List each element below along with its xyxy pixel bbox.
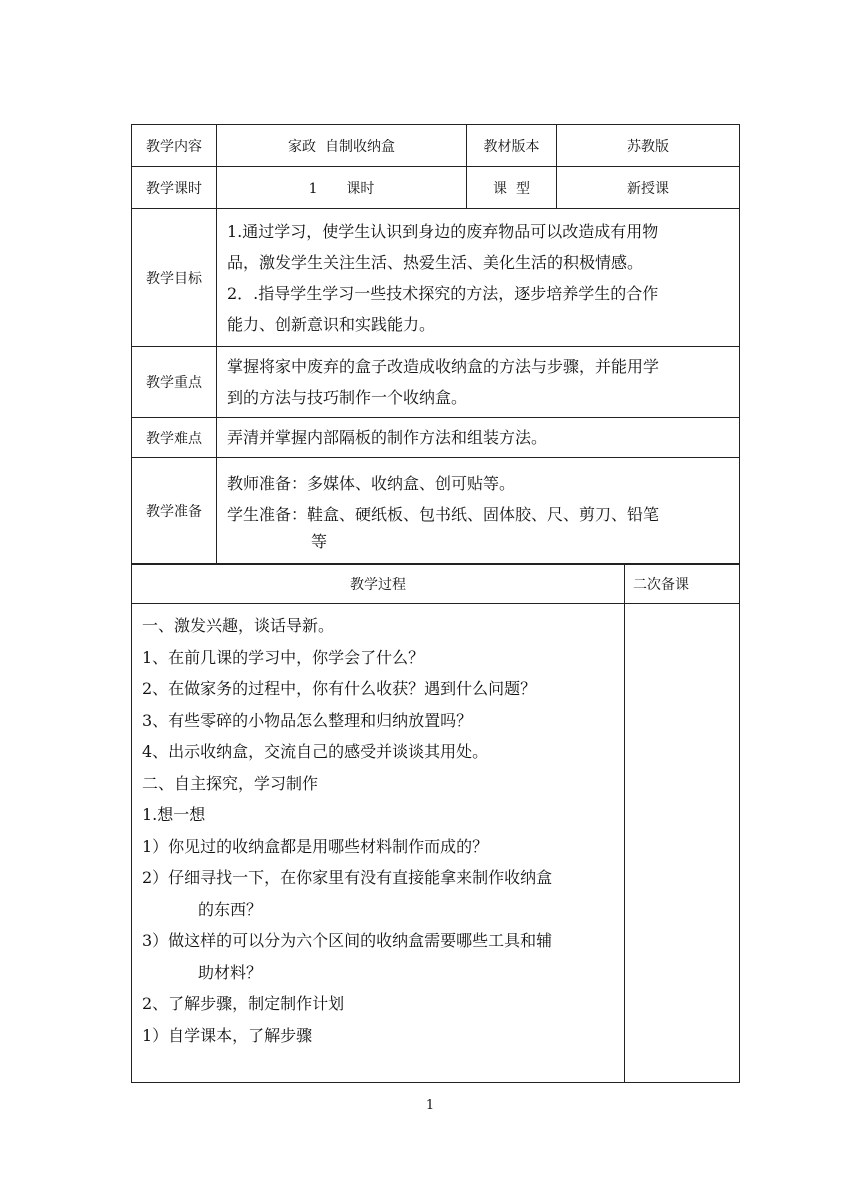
difficulties-label: 教学难点 xyxy=(132,418,217,458)
process-header: 教学过程 xyxy=(132,564,625,604)
process-line: 2、在做家务的过程中，你有什么收获？遇到什么问题？ xyxy=(142,679,537,698)
hours-label: 教学课时 xyxy=(132,167,217,209)
process-content xyxy=(132,604,625,1083)
difficulties-text: 弄清并掌握内部隔板的制作方法和组装方法。 xyxy=(217,418,740,458)
goals-line: 品，激发学生关注生活、热爱生活、美化生活的积极情感。 xyxy=(227,252,644,272)
process-line: 3）做这样的可以分为六个区间的收纳盒需要哪些工具和辅 xyxy=(142,931,553,950)
process-line: 1）自学课本，了解步骤 xyxy=(142,1025,313,1045)
secondary-prep-header: 二次备课 xyxy=(625,564,740,604)
student-preparation-cont: 等 xyxy=(311,532,328,551)
preparation-label: 教学准备 xyxy=(132,458,217,565)
process-line: 助材料？ xyxy=(198,962,263,982)
hours-unit: 课时 xyxy=(346,180,375,197)
info-row-goals xyxy=(132,209,740,347)
lesson-info-table xyxy=(131,124,740,565)
type-label: 课 型 xyxy=(467,167,557,209)
process-line: 1、在前几课的学习中，你学会了什么？ xyxy=(142,647,425,667)
process-line: 4、出示收纳盒，交流自己的感受并谈谈其用处。 xyxy=(142,742,489,761)
goals-label: 教学目标 xyxy=(132,209,217,347)
goals-text xyxy=(217,209,740,347)
process-line: 1）你见过的收纳盒都是用哪些材料制作而成的？ xyxy=(142,836,489,856)
process-line: 2）仔细寻找一下，在你家里有没有直接能拿来制作收纳盒 xyxy=(142,868,553,887)
key-points-line: 掌握将家中废弃的盒子改造成收纳盒的方法与步骤，并能用学 xyxy=(227,357,660,376)
hours-value xyxy=(217,167,467,209)
process-line: 3、有些零碎的小物品怎么整理和归纳放置吗？ xyxy=(142,710,473,730)
process-line: 一、激发兴趣，谈话导新。 xyxy=(142,616,335,635)
student-preparation: 学生准备：鞋盒、硬纸板、包书纸、固体胶、尺、剪刀、铅笔 xyxy=(227,505,660,524)
key-points-label: 教学重点 xyxy=(132,347,217,418)
hours-number: 1 xyxy=(308,180,318,197)
preparation-text xyxy=(217,458,740,565)
key-points-line: 到的方法与技巧制作一个收纳盒。 xyxy=(227,388,468,407)
type-value: 新授课 xyxy=(557,167,740,209)
info-row-preparation xyxy=(132,458,740,565)
process-line: 的东西？ xyxy=(198,899,263,919)
content-value: 家政 自制收纳盒 xyxy=(217,125,467,167)
content-label: 教学内容 xyxy=(132,125,217,167)
info-row-difficulties xyxy=(132,418,740,458)
info-row-content xyxy=(132,125,740,167)
key-points-text xyxy=(217,347,740,418)
edition-label: 教材版本 xyxy=(467,125,557,167)
process-line: 1.想一想 xyxy=(142,805,206,824)
info-row-hours xyxy=(132,167,740,209)
goals-line: 能力、创新意识和实践能力。 xyxy=(227,314,436,334)
edition-value: 苏教版 xyxy=(557,125,740,167)
process-header-row xyxy=(132,564,740,604)
teacher-preparation: 教师准备：多媒体、收纳盒、创可贴等。 xyxy=(227,474,516,493)
goals-line: 1.通过学习，使学生认识到身边的废弃物品可以改造成有用物 xyxy=(227,221,659,241)
secondary-prep-cell xyxy=(625,604,740,1083)
page-number: 1 xyxy=(425,1098,435,1113)
process-line: 2、了解步骤，制定制作计划 xyxy=(142,994,345,1013)
info-row-key-points xyxy=(132,347,740,418)
process-line: 二、自主探究，学习制作 xyxy=(142,773,319,793)
teaching-process-table xyxy=(131,563,740,1083)
goals-line: 2．.指导学生学习一些技术探究的方法，逐步培养学生的合作 xyxy=(227,283,659,303)
process-body-row xyxy=(132,604,740,1083)
